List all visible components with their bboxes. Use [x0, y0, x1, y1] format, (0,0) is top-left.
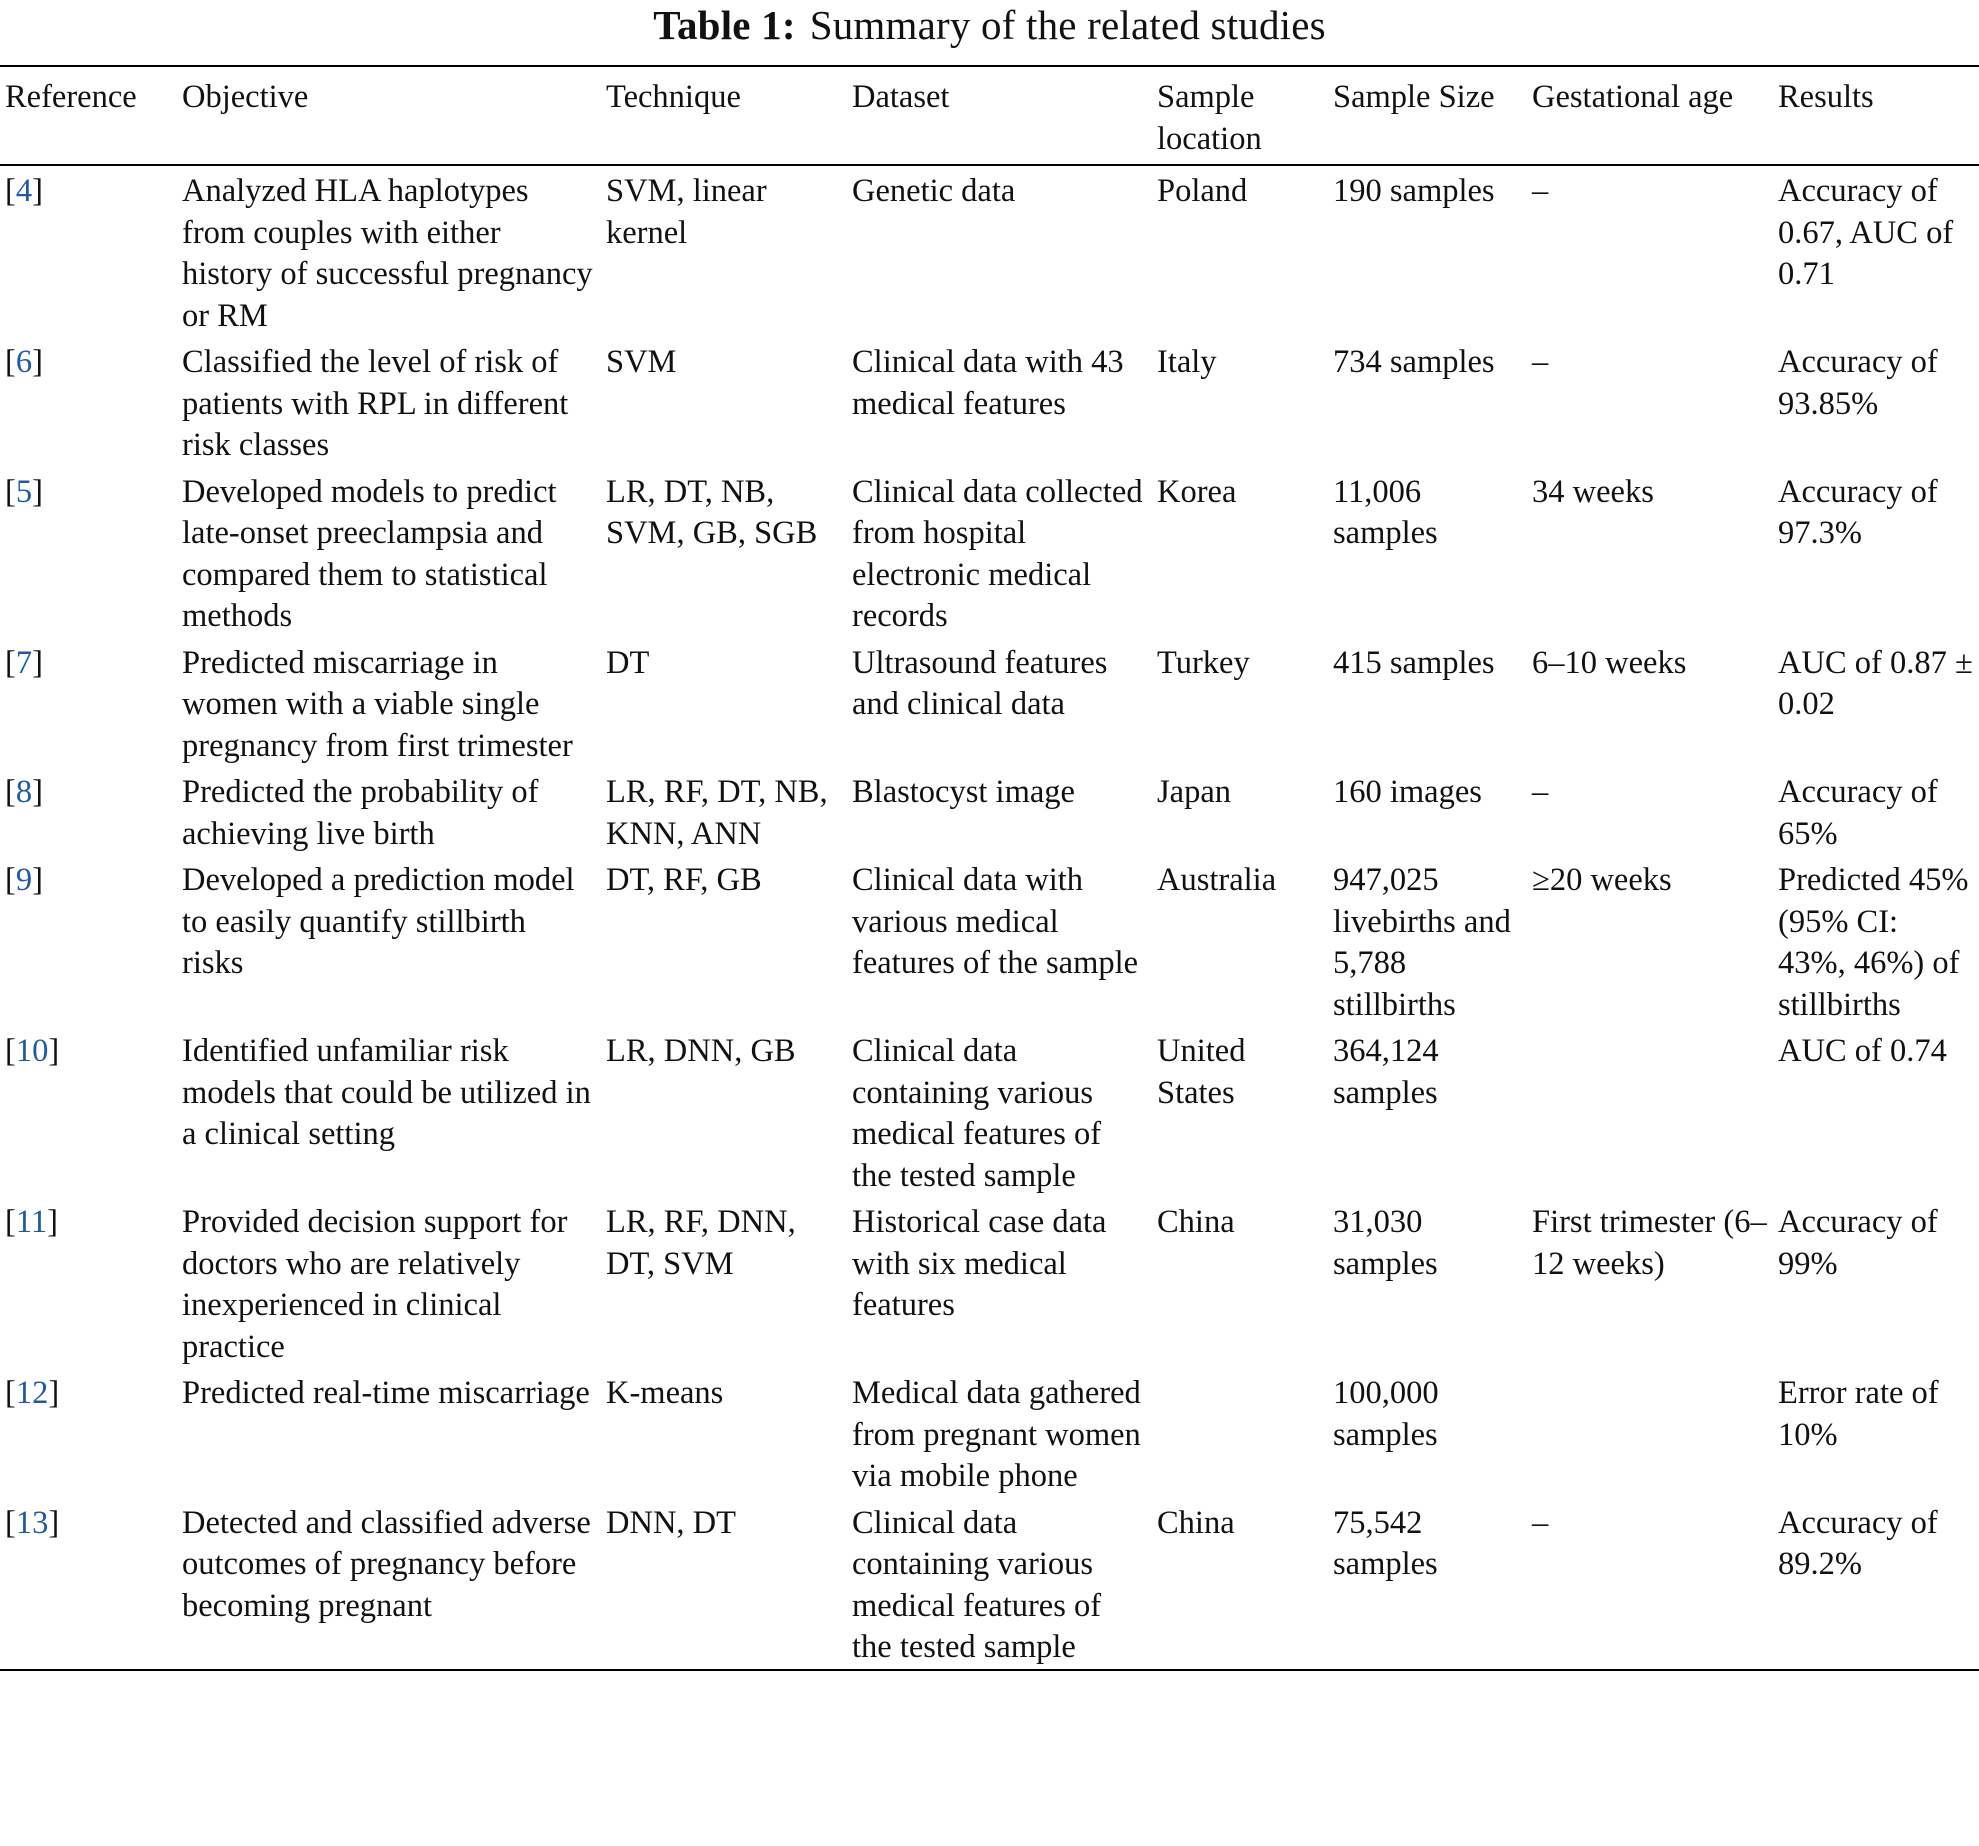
bracket-open: [: [5, 344, 16, 380]
cell-results: AUC of 0.87 ± 0.02: [1778, 644, 1973, 722]
cell-objective: Analyzed HLA haplotypes from couples with either history of successful pregnancy or RM: [182, 173, 593, 334]
summary-table-container: [0, 65, 1979, 1671]
table-header: [0, 66, 1979, 165]
cell-sample-location: [1152, 1368, 1328, 1498]
cell-sample-size: 190 samples: [1333, 173, 1495, 209]
cell-gestational-age: –: [1532, 173, 1549, 209]
reference-link[interactable]: 5: [15, 473, 33, 510]
reference-link[interactable]: 10: [15, 1033, 49, 1069]
bracket-close: ]: [48, 1504, 60, 1541]
table-row: [0, 467, 1979, 638]
cell-reference: [0, 855, 177, 1026]
cell-sample-size: 11,006 samples: [1333, 473, 1438, 551]
cell-gestational-age: [1527, 1026, 1773, 1197]
cell-gestational-age: First trimester (6–12 weeks): [1532, 1204, 1767, 1282]
bracket-close: ]: [32, 344, 43, 380]
cell-dataset: Clinical data with various medical features of the sample: [852, 862, 1139, 981]
cell-results: Accuracy of 89.2%: [1778, 1504, 1938, 1582]
cell-objective: Detected and classified adverse outcomes of pregnancy before becoming pregnant: [182, 1504, 591, 1624]
table-row: [0, 1197, 1979, 1368]
cell-sample-location: China: [1157, 1504, 1235, 1541]
bracket-close: ]: [47, 1204, 58, 1240]
cell-objective: Provided decision support for doctors who are relatively inexperienced in clinical practice: [182, 1204, 568, 1365]
bracket-open: [: [5, 173, 16, 209]
table-row: [0, 855, 1979, 1026]
cell-reference: [0, 1368, 177, 1498]
table-row: [0, 165, 1979, 337]
reference-link[interactable]: 7: [15, 644, 33, 681]
bracket-close: ]: [32, 862, 43, 898]
cell-reference: [0, 1026, 177, 1197]
header-technique: Technique: [606, 79, 741, 115]
bracket-open: [: [5, 1375, 16, 1411]
cell-sample-size: 947,025 livebirths and 5,788 stillbirths: [1333, 862, 1511, 1023]
bracket-close: ]: [48, 1375, 60, 1411]
cell-dataset: Clinical data containing various medical features of the tested sample: [852, 1504, 1102, 1665]
header-dataset: Dataset: [852, 79, 950, 115]
reference-link[interactable]: 12: [15, 1375, 49, 1411]
cell-gestational-age: [1527, 1368, 1773, 1498]
header-gestational-age: Gestational age: [1532, 79, 1734, 115]
cell-technique: K-means: [606, 1375, 724, 1411]
cell-dataset: Blastocyst image: [852, 774, 1075, 810]
cell-results: Accuracy of 99%: [1778, 1204, 1938, 1282]
cell-sample-size: 160 images: [1333, 774, 1482, 810]
cell-sample-location: Italy: [1157, 344, 1217, 380]
cell-reference: [0, 638, 177, 768]
cell-results: Accuracy of 97.3%: [1778, 473, 1938, 551]
cell-technique: LR, RF, DT, NB, KNN, ANN: [606, 774, 828, 852]
cell-reference: [0, 1197, 177, 1368]
bracket-close: ]: [32, 644, 43, 681]
cell-technique: SVM, linear kernel: [606, 173, 767, 251]
reference-link[interactable]: 9: [15, 862, 33, 898]
cell-gestational-age: –: [1532, 1504, 1549, 1541]
header-sample-size: Sample Size: [1333, 79, 1495, 115]
caption-label: Table 1:: [653, 2, 796, 48]
header-reference: Reference: [5, 79, 137, 115]
bracket-open: [: [5, 862, 16, 898]
table-caption: [0, 0, 1979, 50]
header-row: [0, 66, 1979, 165]
cell-dataset: Ultrasound features and clinical data: [852, 644, 1108, 722]
bracket-close: ]: [32, 473, 43, 510]
reference-link[interactable]: 13: [15, 1504, 49, 1541]
cell-gestational-age: 6–10 weeks: [1532, 644, 1687, 681]
cell-results: Accuracy of 0.67, AUC of 0.71: [1778, 173, 1954, 292]
bracket-open: [: [5, 1033, 16, 1069]
bracket-open: [: [5, 774, 16, 810]
cell-dataset: Historical case data with six medical features: [852, 1204, 1107, 1323]
cell-sample-size: 734 samples: [1333, 344, 1495, 380]
cell-gestational-age: 34 weeks: [1532, 473, 1654, 510]
table-row: [0, 638, 1979, 768]
bracket-close: ]: [32, 774, 43, 810]
cell-objective: Classified the level of risk of patients with RPL in different risk classes: [182, 344, 569, 463]
cell-objective: Predicted real-time miscarriage: [182, 1375, 590, 1411]
cell-sample-location: China: [1157, 1204, 1235, 1240]
cell-dataset: Clinical data collected from hospital electronic medical records: [852, 473, 1143, 634]
cell-technique: LR, DNN, GB: [606, 1033, 796, 1069]
cell-sample-size: 100,000 samples: [1333, 1375, 1439, 1453]
cell-gestational-age: –: [1532, 344, 1549, 380]
cell-reference: [0, 1498, 177, 1670]
cell-objective: Predicted the probability of achieving live birth: [182, 774, 539, 852]
cell-technique: LR, DT, NB, SVM, GB, SGB: [606, 473, 818, 551]
reference-link[interactable]: 11: [15, 1204, 48, 1240]
cell-reference: [0, 467, 177, 638]
table-row: [0, 767, 1979, 855]
cell-technique: SVM: [606, 344, 677, 380]
cell-sample-size: 364,124 samples: [1333, 1033, 1439, 1111]
cell-objective: Developed models to predict late-onset preeclampsia and compared them to statistical methods: [182, 473, 557, 634]
cell-sample-location: Japan: [1157, 774, 1231, 810]
cell-technique: LR, RF, DNN, DT, SVM: [606, 1204, 796, 1282]
cell-results: Accuracy of 65%: [1778, 774, 1938, 852]
cell-dataset: Genetic data: [852, 173, 1016, 209]
cell-reference: [0, 767, 177, 855]
cell-technique: DT: [606, 644, 650, 681]
cell-sample-size: 31,030 samples: [1333, 1204, 1438, 1282]
cell-dataset: Clinical data containing various medical features of the tested sample: [852, 1033, 1102, 1194]
caption-text: Summary of the related studies: [809, 2, 1326, 48]
cell-dataset: Medical data gathered from pregnant women via mobile phone: [852, 1375, 1141, 1494]
cell-technique: DT, RF, GB: [606, 862, 762, 898]
cell-results: AUC of 0.74: [1778, 1033, 1947, 1069]
cell-gestational-age: ≥20 weeks: [1532, 862, 1672, 898]
cell-results: Predicted 45% (95% CI: 43%, 46%) of stillbirths: [1778, 862, 1969, 1023]
cell-sample-location: Turkey: [1157, 644, 1250, 681]
bracket-open: [: [5, 644, 16, 681]
cell-reference: [0, 165, 177, 337]
cell-objective: Predicted miscarriage in women with a viable single pregnancy from first trimester: [182, 644, 573, 764]
cell-technique: DNN, DT: [606, 1504, 736, 1541]
cell-sample-size: 415 samples: [1333, 644, 1495, 681]
reference-link[interactable]: 6: [15, 344, 33, 380]
table-row: [0, 337, 1979, 467]
bracket-open: [: [5, 473, 16, 510]
cell-dataset: Clinical data with 43 medical features: [852, 344, 1124, 422]
cell-sample-size: 75,542 samples: [1333, 1504, 1438, 1582]
header-sample-location: Sample location: [1157, 79, 1262, 157]
cell-sample-location: Korea: [1157, 473, 1237, 510]
bracket-close: ]: [32, 173, 43, 209]
table-body: [0, 165, 1979, 1670]
table-row: [0, 1368, 1979, 1498]
cell-results: Error rate of 10%: [1778, 1375, 1939, 1453]
header-objective: Objective: [182, 79, 309, 115]
cell-results: Accuracy of 93.85%: [1778, 344, 1938, 422]
cell-reference: [0, 337, 177, 467]
bracket-open: [: [5, 1204, 16, 1240]
summary-table: [0, 65, 1979, 1671]
cell-gestational-age: –: [1532, 774, 1549, 810]
cell-objective: Identified unfamiliar risk models that could be utilized in a clinical setting: [182, 1033, 591, 1152]
reference-link[interactable]: 4: [15, 173, 33, 209]
cell-sample-location: United States: [1157, 1033, 1246, 1111]
table-row: [0, 1026, 1979, 1197]
reference-link[interactable]: 8: [15, 774, 33, 810]
bracket-open: [: [5, 1504, 16, 1541]
table-row: [0, 1498, 1979, 1670]
header-results: Results: [1778, 79, 1874, 115]
cell-sample-location: Australia: [1157, 862, 1277, 898]
cell-sample-location: Poland: [1157, 173, 1248, 209]
bracket-close: ]: [48, 1033, 60, 1069]
cell-objective: Developed a prediction model to easily quantify stillbirth risks: [182, 862, 575, 981]
